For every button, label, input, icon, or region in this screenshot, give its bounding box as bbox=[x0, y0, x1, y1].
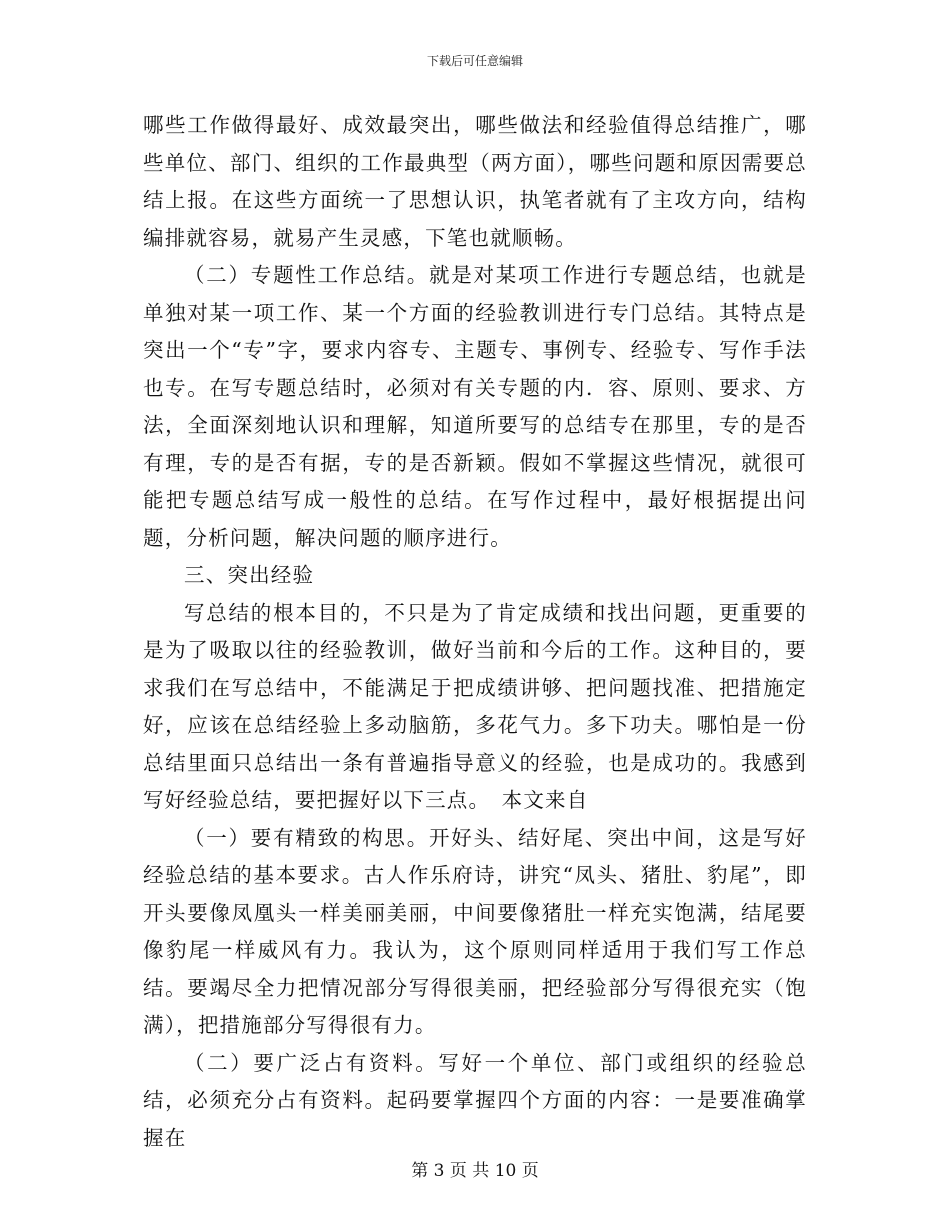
section-heading: 三、突出经验 bbox=[184, 563, 315, 587]
paragraph-5: （二）要广泛占有资料。写好一个单位、部门或组织的经验总结，必须充分占有资料。起码要掌握四个方面的内容：一是要准确掌握在 bbox=[143, 1050, 807, 1150]
paragraph-1: 哪些工作做得最好、成效最突出，哪些做法和经验值得总结推广，哪些单位、部门、组织的工作最典型（两方面），哪些问题和原因需要总结上报。在这些方面统一了思想认识，执笔者就有了主攻方向，结构编排就容易，就易产生灵感，下笔也就顺畅。 bbox=[143, 113, 807, 250]
paragraph-3: 写总结的根本目的，不只是为了肯定成绩和找出问题，更重要的是为了吸取以往的经验教训，做好当前和今后的工作。这种目的，要求我们在写总结中，不能满足于把成绩讲够、把问题找准、把措施定好，应该在总结经验上多动脑筋，多花气力。多下功夫。哪怕是一份总结里面只总结出一条有普遍指导意义的经验，也是成功的。我感到写好经验总结，要把握好以下三点。 本文来自 bbox=[143, 600, 807, 812]
document-body bbox=[143, 107, 807, 1157]
page-header: 下载后可任意编辑 bbox=[426, 54, 523, 68]
paragraph-2: （二）专题性工作总结。就是对某项工作进行专题总结，也就是单独对某一项工作、某一个方面的经验教训进行专门总结。其特点是突出一个“专”字，要求内容专、主题专、事例专、经验专、写作手法也专。在写专题总结时，必须对有关专题的内．容、原则、要求、方法，全面深刻地认识和理解，知道所要写的总结专在那里，专的是否有理，专的是否有据，专的是否新颖。假如不掌握这些情况，就很可能把专题总结写成一般性的总结。在写作过程中，最好根据提出问题，分析问题，解决问题的顺序进行。 bbox=[143, 263, 807, 550]
paragraph-4: （一）要有精致的构思。开好头、结好尾、突出中间，这是写好经验总结的基本要求。古人作乐府诗，讲究“凤头、猪肚、豹尾”，即开头要像凤凰头一样美丽美丽，中间要像猪肚一样充实饱满，结尾要像豹尾一样威风有力。我认为，这个原则同样适用于我们写工作总结。要竭尽全力把情况部分写得很美丽，把经验部分写得很充实（饱满），把措施部分写得很有力。 bbox=[143, 825, 807, 1037]
page-footer: 第 3 页 共 10 页 bbox=[411, 1161, 539, 1181]
